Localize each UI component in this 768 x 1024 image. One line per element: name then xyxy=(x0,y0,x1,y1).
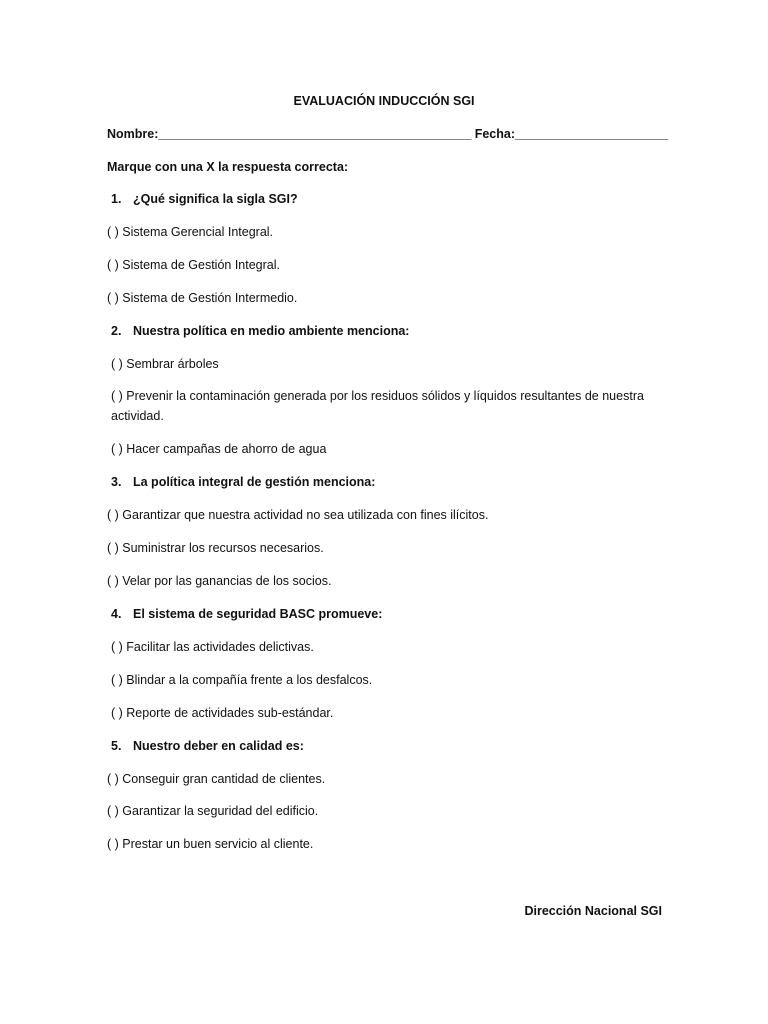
option-2a: ( ) Sembrar árboles xyxy=(111,357,219,371)
question-5 xyxy=(111,737,304,755)
option-3a: ( ) Garantizar que nuestra actividad no sea utilizada con fines ilícitos. xyxy=(107,508,489,522)
question-number: 5. xyxy=(111,739,122,753)
option-5c: ( ) Prestar un buen servicio al cliente. xyxy=(107,837,314,851)
question-text: Nuestro deber en calidad es: xyxy=(133,739,304,753)
option-4b: ( ) Blindar a la compañía frente a los desfalcos. xyxy=(111,673,373,687)
instruction-text: Marque con una X la respuesta correcta: xyxy=(107,160,349,174)
question-number: 1. xyxy=(111,192,122,206)
page-title: EVALUACIÓN INDUCCIÓN SGI xyxy=(293,94,475,108)
option-3b: ( ) Suministrar los recursos necesarios. xyxy=(107,541,324,555)
option-4a: ( ) Facilitar las actividades delictivas. xyxy=(111,640,314,654)
question-2 xyxy=(111,322,409,340)
option-2c: ( ) Hacer campañas de ahorro de agua xyxy=(111,442,327,456)
option-1a: ( ) Sistema Gerencial Integral. xyxy=(107,225,274,239)
question-3 xyxy=(111,473,375,491)
question-1 xyxy=(111,190,298,208)
option-4c: ( ) Reporte de actividades sub-estándar. xyxy=(111,706,334,720)
footer-signature: Dirección Nacional SGI xyxy=(524,904,662,918)
name-date-line: Nombre:_____________________________________________ Fecha:______________________ xyxy=(107,127,668,141)
question-text: ¿Qué significa la sigla SGI? xyxy=(133,192,298,206)
question-text: El sistema de seguridad BASC promueve: xyxy=(133,607,383,621)
option-2b: ( ) Prevenir la contaminación generada por los residuos sólidos y líquidos resultantes de nuestra xyxy=(111,389,644,403)
question-4 xyxy=(111,605,382,623)
question-number: 4. xyxy=(111,607,122,621)
question-text: Nuestra política en medio ambiente menciona: xyxy=(133,324,410,338)
option-5b: ( ) Garantizar la seguridad del edificio. xyxy=(107,804,319,818)
option-2b-continued: actividad. xyxy=(111,409,164,423)
question-number: 3. xyxy=(111,475,122,489)
option-1c: ( ) Sistema de Gestión Intermedio. xyxy=(107,291,298,305)
question-number: 2. xyxy=(111,324,122,338)
option-3c: ( ) Velar por las ganancias de los socios. xyxy=(107,574,332,588)
option-1b: ( ) Sistema de Gestión Integral. xyxy=(107,258,280,272)
question-text: La política integral de gestión menciona: xyxy=(133,475,376,489)
option-5a: ( ) Conseguir gran cantidad de clientes. xyxy=(107,772,326,786)
